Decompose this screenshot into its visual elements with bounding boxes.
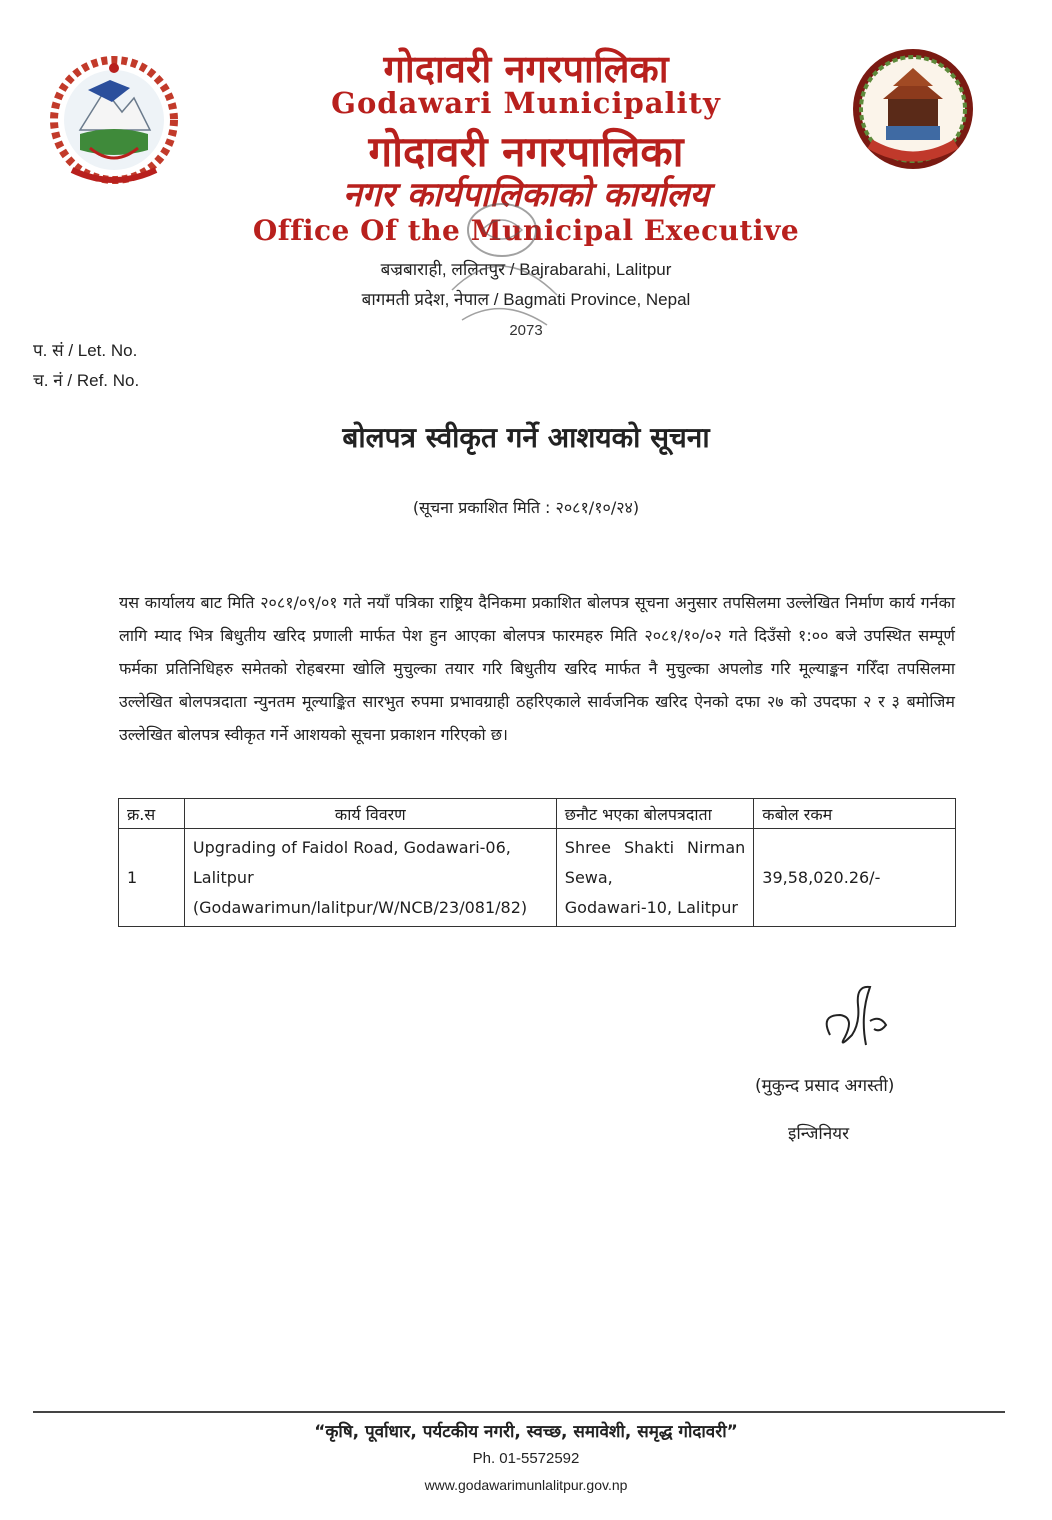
signature-icon	[800, 975, 910, 1065]
footer-slogan: “कृषि, पूर्वाधार, पर्यटकीय नगरी, स्वच्छ, समावेशी, समृद्ध गोदावरी”	[314, 1422, 738, 1442]
footer-website[interactable]: www.godawarimunlalitpur.gov.np	[424, 1477, 628, 1493]
notice-body: यस कार्यालय बाट मिति २०८१/०९/०१ गते नयाँ पत्रिका राष्ट्रिय दैनिकमा प्रकाशित बोलपत्र सूचना अनुसार तपसिलमा उल्लेखित निर्माण कार्य गर्नका लागि म्याद भित्र बिधुतीय खरिद प्रणाली मार्फत पेश हुन आएका बोलपत्र फारमहरु मिति २०८१/१०/०२ गते दिउँसो १:०० बजे उपस्थित सम्पूर्ण फर्मका प्रतिनिधिहरु समेतको रोहबरमा खोलि मुचुल्का तयार गरि बिधुतीय खरिद मार्फत नै मुचुल्का अपलोड गरि मूल्याङ्कन गरिँदा तपसिलमा उल्लेखित बोलपत्रदाता न्युनतम मूल्याङ्कित सारभुत रुपमा प्रभावग्राही ठहरिएकाले सार्वजनिक खरिद ऐनको दफा २७ को उपदफा २ र ३ बमोजिम उल्लेखित बोलपत्र स्वीकृत गर्ने आशयको सूचना प्रकाशन गरिएको छ।	[119, 593, 955, 744]
header-bidder: छनौट भएका बोलपत्रदाता	[556, 799, 754, 829]
footer-phone: Ph. 01-5572592	[472, 1450, 580, 1467]
row-bidder	[556, 829, 754, 927]
letter-number-label: प. सं / Let. No.	[33, 341, 138, 360]
row-bidder-name: Shree Shakti Nirman Sewa,	[564, 837, 746, 887]
address-line-2: बागमती प्रदेश, नेपाल / Bagmati Province, Nepal	[361, 290, 691, 309]
header-amount: कबोल रकम	[754, 799, 956, 829]
office-name-nepali: नगर कार्यपालिकाको कार्यालय	[342, 175, 710, 215]
official-stamp-icon	[432, 200, 572, 360]
row-serial: 1	[119, 829, 185, 927]
notice-title: बोलपत्र स्वीकृत गर्ने आशयको सूचना	[342, 421, 710, 454]
header-serial: क्र.स	[119, 799, 185, 829]
row-description	[184, 829, 556, 927]
row-description-title: Upgrading of Faidol Road, Godawari-06, Lalitpur	[192, 837, 511, 887]
row-description-code: (Godawarimun/lalitpur/W/NCB/23/081/82)	[192, 897, 528, 917]
tender-table	[118, 798, 956, 927]
municipality-name-english: Godawari Municipality	[331, 86, 721, 120]
footer-divider	[33, 1411, 1005, 1413]
established-year: 2073	[509, 322, 543, 339]
header-description: कार्य विवरण	[184, 799, 556, 829]
row-amount: 39,58,020.26/-	[754, 829, 956, 927]
nepal-emblem-icon	[50, 50, 178, 190]
signatory-name: (मुकुन्द प्रसाद अगस्ती)	[755, 1076, 895, 1096]
municipality-name-nepali: गोदावरी नगरपालिका	[383, 47, 669, 91]
signatory-designation: इन्जिनियर	[788, 1124, 850, 1144]
municipality-name-local-script: गोदावरी नगरपालिका	[368, 127, 684, 176]
table-header-row	[119, 799, 956, 829]
row-bidder-address: Godawari-10, Lalitpur	[564, 897, 738, 917]
office-name-english: Office Of the Municipal Executive	[252, 214, 800, 247]
reference-number-label: च. नं / Ref. No.	[33, 371, 140, 390]
municipality-seal-icon	[848, 44, 978, 174]
notice-published-date: (सूचना प्रकाशित मिति : २०८१/१०/२४)	[412, 498, 640, 517]
address-line-1: बज्रबाराही, ललितपुर / Bajrabarahi, Lalitpur	[380, 260, 672, 279]
table-row	[119, 829, 956, 927]
